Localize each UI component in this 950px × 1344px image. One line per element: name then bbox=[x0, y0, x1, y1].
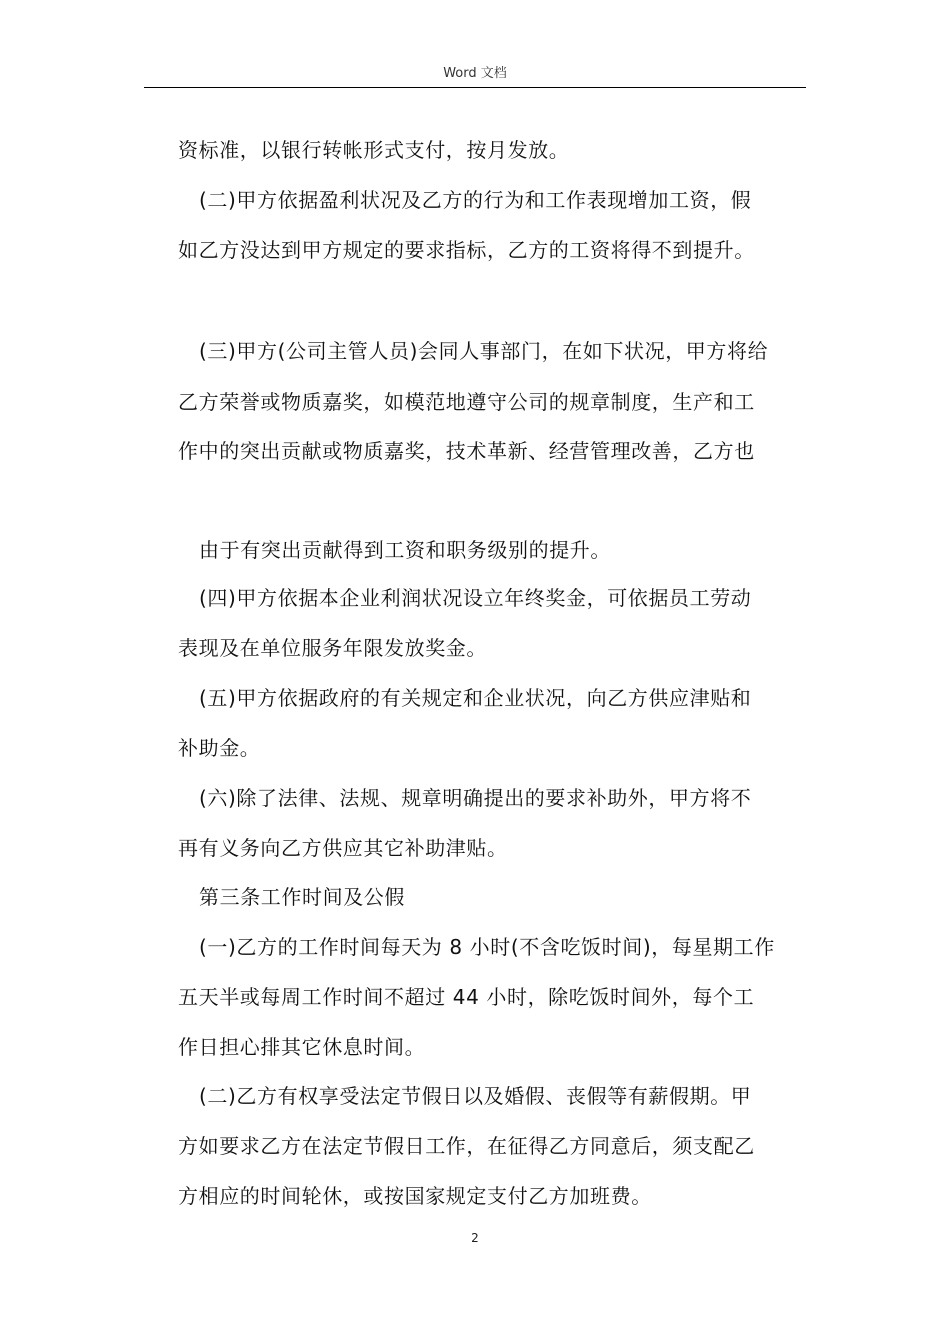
text-line: 补助金。 bbox=[178, 736, 261, 760]
page-header: Word 文档 bbox=[443, 66, 507, 81]
text-line: 方相应的时间轮休，或按国家规定支付乙方加班费。 bbox=[178, 1184, 652, 1208]
text-line: 乙方荣誉或物质嘉奖，如模范地遵守公司的规章制度，生产和工 bbox=[178, 390, 755, 414]
text-line: 方如要求乙方在法定节假日工作，在征得乙方同意后，须支配乙 bbox=[178, 1134, 755, 1158]
text-line: (三)甲方(公司主管人员)会同人事部门，在如下状况，甲方将给 bbox=[199, 339, 769, 363]
text-line: (四)甲方依据本企业利润状况设立年终奖金，可依据员工劳动 bbox=[199, 586, 752, 610]
text-line: (二)甲方依据盈利状况及乙方的行为和工作表现增加工资，假 bbox=[199, 188, 752, 212]
text-line: 五天半或每周工作时间不超过 44 小时，除吃饭时间外，每个工 bbox=[178, 985, 755, 1009]
text-line: 再有义务向乙方供应其它补助津贴。 bbox=[178, 836, 508, 860]
text-line: 资标准，以银行转帐形式支付，按月发放。 bbox=[178, 138, 570, 162]
text-line: (六)除了法律、法规、规章明确提出的要求补助外，甲方将不 bbox=[199, 786, 752, 810]
text-line: 作中的突出贡献或物质嘉奖，技术革新、经营管理改善，乙方也 bbox=[178, 439, 755, 463]
header-divider bbox=[144, 87, 806, 88]
page-number: 2 bbox=[471, 1231, 479, 1245]
text-line: 表现及在单位服务年限发放奖金。 bbox=[178, 636, 487, 660]
text-line: (二)乙方有权享受法定节假日以及婚假、丧假等有薪假期。甲 bbox=[199, 1084, 752, 1108]
section-heading: 第三条工作时间及公假 bbox=[199, 885, 405, 909]
text-line: 由于有突出贡献得到工资和职务级别的提升。 bbox=[199, 538, 611, 562]
text-line: 作日担心排其它休息时间。 bbox=[178, 1035, 426, 1059]
text-line: (一)乙方的工作时间每天为 8 小时(不含吃饭时间)，每星期工作 bbox=[199, 935, 775, 959]
text-line: (五)甲方依据政府的有关规定和企业状况，向乙方供应津贴和 bbox=[199, 686, 752, 710]
text-line: 如乙方没达到甲方规定的要求指标，乙方的工资将得不到提升。 bbox=[178, 238, 755, 262]
